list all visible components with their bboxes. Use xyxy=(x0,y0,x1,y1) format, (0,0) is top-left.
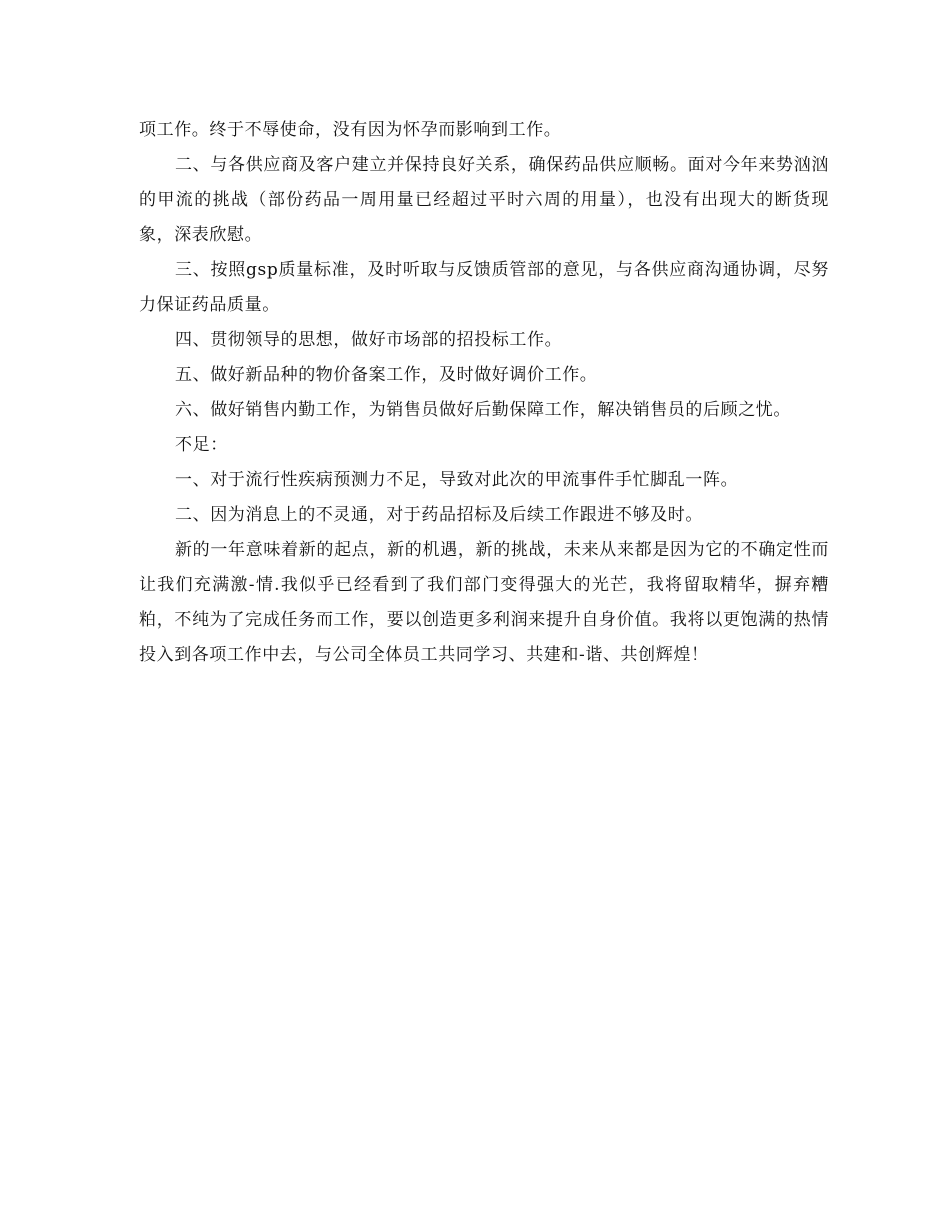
paragraph-shortcoming-1: 一、对于流行性疾病预测力不足，导致对此次的甲流事件手忙脚乱一阵。 xyxy=(175,470,739,490)
paragraph-shortcomings-heading: 不足： xyxy=(175,435,228,455)
paragraph-item-4-bidding: 四、贯彻领导的思想，做好市场部的招投标工作。 xyxy=(175,330,563,350)
paragraph-shortcoming-2: 二、因为消息上的不灵通，对于药品招标及后续工作跟进不够及时。 xyxy=(175,505,703,525)
paragraph-item-5-price-filing: 五、做好新品种的物价备案工作，及时做好调价工作。 xyxy=(175,365,598,385)
paragraph-continuation: 项工作。终于不辱使命，没有因为怀孕而影响到工作。 xyxy=(139,120,562,140)
document-body xyxy=(139,113,829,673)
paragraph-item-2-supplier-relations: 二、与各供应商及客户建立并保持良好关系，确保药品供应顺畅。面对今年来势汹汹的甲流的挑战（部份药品一周用量已经超过平时六周的用量），也没有出现大的断货现象，深表欣慰。 xyxy=(139,155,829,245)
paragraph-item-6-sales-support: 六、做好销售内勤工作，为销售员做好后勤保障工作，解决销售员的后顾之忧。 xyxy=(175,400,791,420)
paragraph-item-3-gsp-quality: 三、按照gsp质量标准，及时听取与反馈质管部的意见，与各供应商沟通协调，尽努力保证药品质量。 xyxy=(139,260,829,315)
paragraph-outlook: 新的一年意味着新的起点，新的机遇，新的挑战，未来从来都是因为它的不确定性而让我们充满激-情.我似乎已经看到了我们部门变得强大的光芒，我将留取精华，摒弃糟粕，不纯为了完成任务而工作，要以创造更多利润来提升自身价值。我将以更饱满的热情投入到各项工作中去，与公司全体员工共同学习、共建和-谐、共创辉煌！ xyxy=(139,540,829,665)
